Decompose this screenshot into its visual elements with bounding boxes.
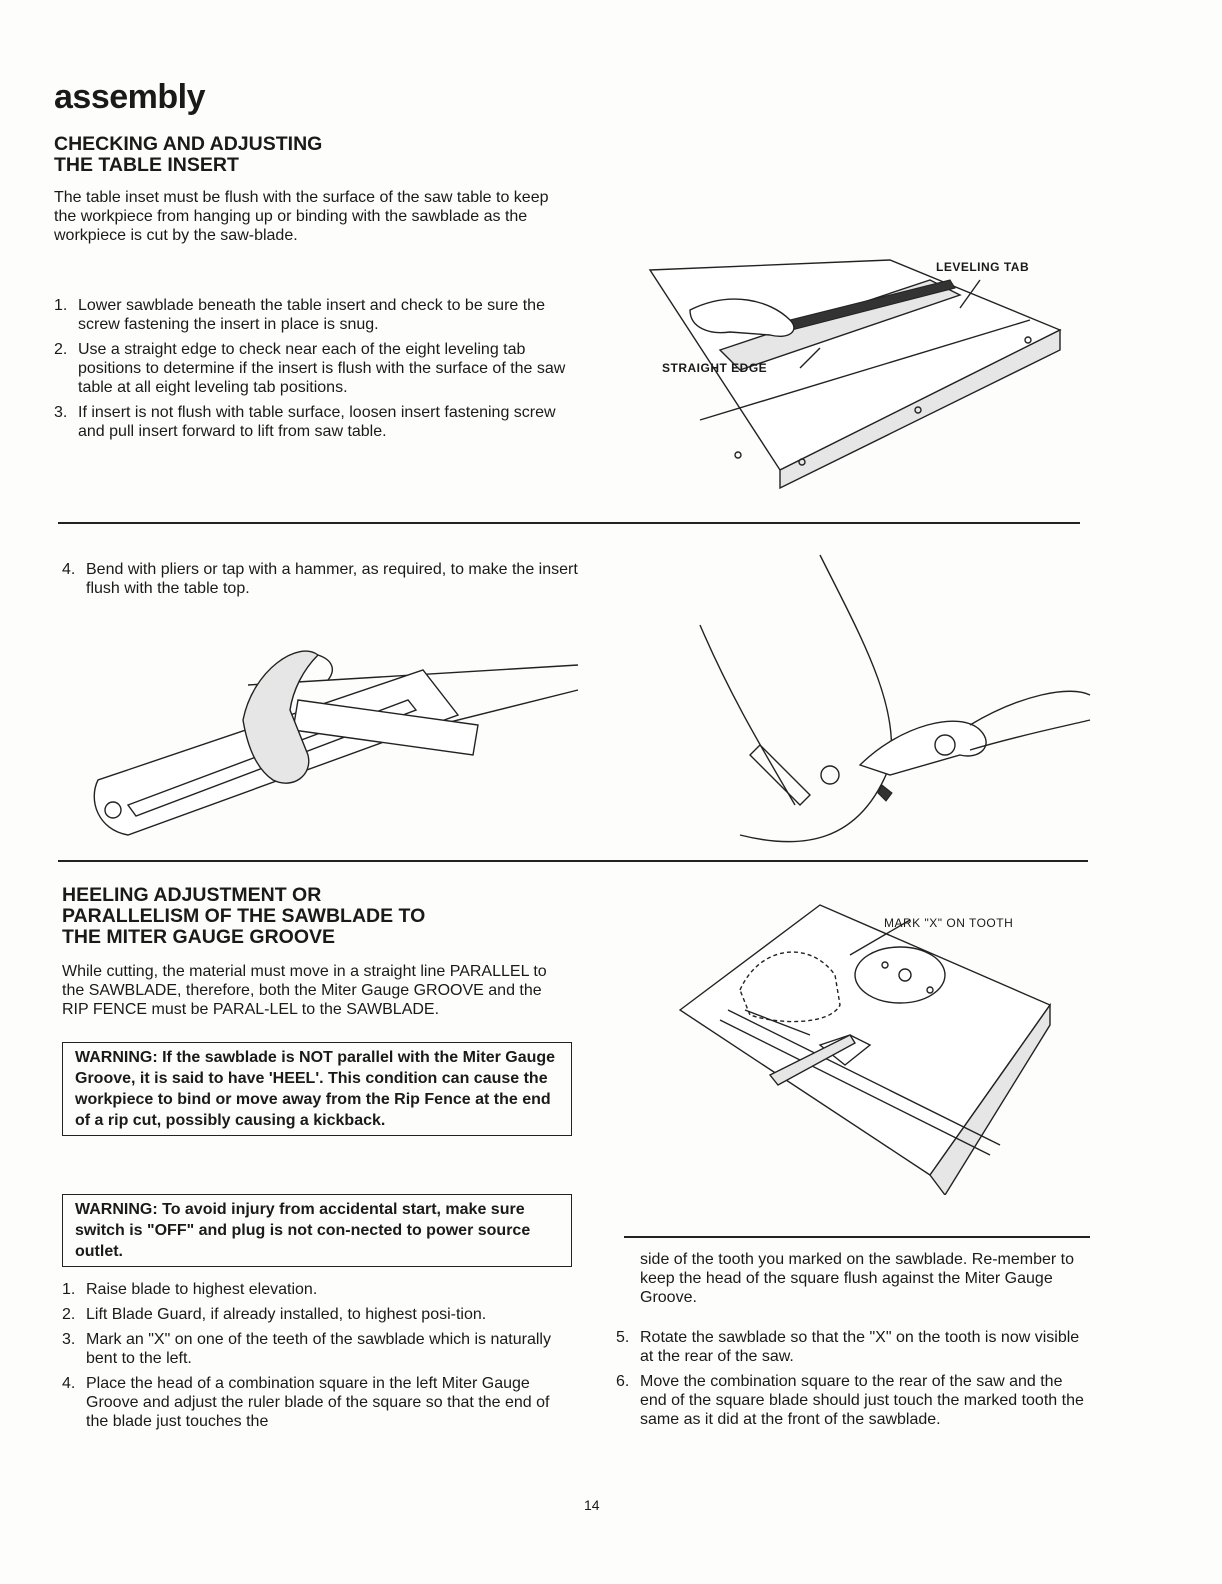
insert-hole-icon xyxy=(821,766,839,784)
list-item xyxy=(616,1372,1090,1429)
step-text: Lift Blade Guard, if already installed, to highest posi-tion. xyxy=(86,1306,487,1323)
combination-square-illustration xyxy=(660,895,1060,1195)
step-text: Lower sawblade beneath the table insert and check to be sure the screw fastening the insert in place is snug. xyxy=(78,297,545,333)
page-title: assembly xyxy=(54,78,205,116)
divider xyxy=(58,860,1088,862)
step-text: Mark an "X" on one of the teeth of the sawblade which is naturally bent to the left. xyxy=(86,1331,551,1367)
divider xyxy=(58,522,1080,524)
step-number: 2. xyxy=(62,1306,76,1323)
section3-intro: While cutting, the material must move in a straight line PARALLEL to the SAWBLADE, therefore, both the Miter Gauge GROOVE and the RIP FENCE must be PARAL-LEL to the SAWBLADE. xyxy=(62,963,547,1018)
list-item xyxy=(54,296,566,334)
insert-outline xyxy=(740,765,890,842)
step-number: 1. xyxy=(62,1281,76,1298)
right-steps xyxy=(616,1328,1090,1435)
step-text: Rotate the sawblade so that the "X" on the tooth is now visible at the rear of the saw. xyxy=(640,1329,1080,1365)
pliers-pivot-icon xyxy=(935,735,955,755)
insert-outline xyxy=(700,625,795,805)
list-item xyxy=(62,1330,572,1368)
step-number: 3. xyxy=(54,404,68,421)
straight-edge-label: STRAIGHT EDGE xyxy=(662,361,768,375)
pliers-handle xyxy=(970,720,1090,750)
list-item xyxy=(62,1280,572,1299)
section3-steps xyxy=(62,1280,572,1437)
section1-heading xyxy=(54,134,574,176)
leveling-tab-label: LEVELING TAB xyxy=(936,260,1030,274)
warning-accidental-start: WARNING: To avoid injury from accidental start, make sure switch is "OFF" and plug is not con-nected to power source outlet. xyxy=(62,1194,572,1267)
step-text: If insert is not flush with table surface, loosen insert fastening screw and pull insert forward to lift from saw table. xyxy=(78,404,556,440)
hammer-claw xyxy=(318,655,332,680)
step-number: 4. xyxy=(62,1375,76,1392)
step-number: 5. xyxy=(616,1329,630,1346)
pliers-icon xyxy=(860,721,986,775)
step-text: Use a straight edge to check near each of the eight leveling tab positions to determine if the insert is flush with the surface of the saw table at all eight leveling tab positions. xyxy=(78,341,566,396)
page-number: 14 xyxy=(584,1497,600,1513)
pliers-illustration xyxy=(660,545,1100,850)
section3-heading-line3: THE MITER GAUGE GROOVE xyxy=(62,926,336,948)
step-text: Raise blade to highest elevation. xyxy=(86,1281,318,1298)
section3-heading-line1: HEELING ADJUSTMENT OR xyxy=(62,884,322,906)
divider xyxy=(624,1236,1090,1238)
step-number: 6. xyxy=(616,1373,630,1390)
step-text: Place the head of a combination square in the left Miter Gauge Groove and adjust the ruler blade of the square so that the end of the blade just touches the xyxy=(86,1375,550,1430)
insert-slot xyxy=(750,745,810,805)
step-number: 1. xyxy=(54,297,68,314)
list-item xyxy=(62,1305,572,1324)
list-item xyxy=(54,340,566,397)
hammer-illustration xyxy=(78,630,588,850)
insert-outline xyxy=(820,555,892,765)
section3-heading xyxy=(62,885,582,948)
step-number: 4. xyxy=(62,561,76,578)
list-item xyxy=(62,1374,572,1431)
step-text: Move the combination square to the rear of the saw and the end of the square blade should just touch the marked tooth the same as it did at the front of the sawblade. xyxy=(640,1373,1084,1428)
section1-steps xyxy=(54,296,566,447)
list-item xyxy=(616,1328,1090,1366)
mark-x-label: MARK "X" ON TOOTH xyxy=(884,916,1014,930)
section1-intro: The table inset must be flush with the surface of the saw table to keep the workpiece from hanging up or binding with the sawblade as the workpiece is cut by the saw-blade. xyxy=(54,189,549,244)
section3-heading-line2: PARALLELISM OF THE SAWBLADE TO xyxy=(62,905,426,927)
section2-step xyxy=(62,560,596,598)
step-number: 2. xyxy=(54,341,68,358)
continued-text: side of the tooth you marked on the sawblade. Re-member to keep the head of the square flush against the Miter Gauge Groove. xyxy=(640,1251,1075,1306)
pliers-handle xyxy=(970,691,1090,725)
list-item xyxy=(54,403,566,441)
step-number: 3. xyxy=(62,1331,76,1348)
warning-heel: WARNING: If the sawblade is NOT parallel with the Miter Gauge Groove, it is said to have 'HEEL'. This condition can cause the workpiece to bind or move away from the Rip Fence at the end of a rip cut, possibly causing a kickback. xyxy=(62,1042,572,1136)
step-text: Bend with pliers or tap with a hammer, as required, to make the insert flush with the table top. xyxy=(86,561,578,597)
section1-heading-line2: THE TABLE INSERT xyxy=(54,154,239,176)
section1-heading-line1: CHECKING AND ADJUSTING xyxy=(54,133,323,155)
screw-hole-icon xyxy=(735,452,741,458)
